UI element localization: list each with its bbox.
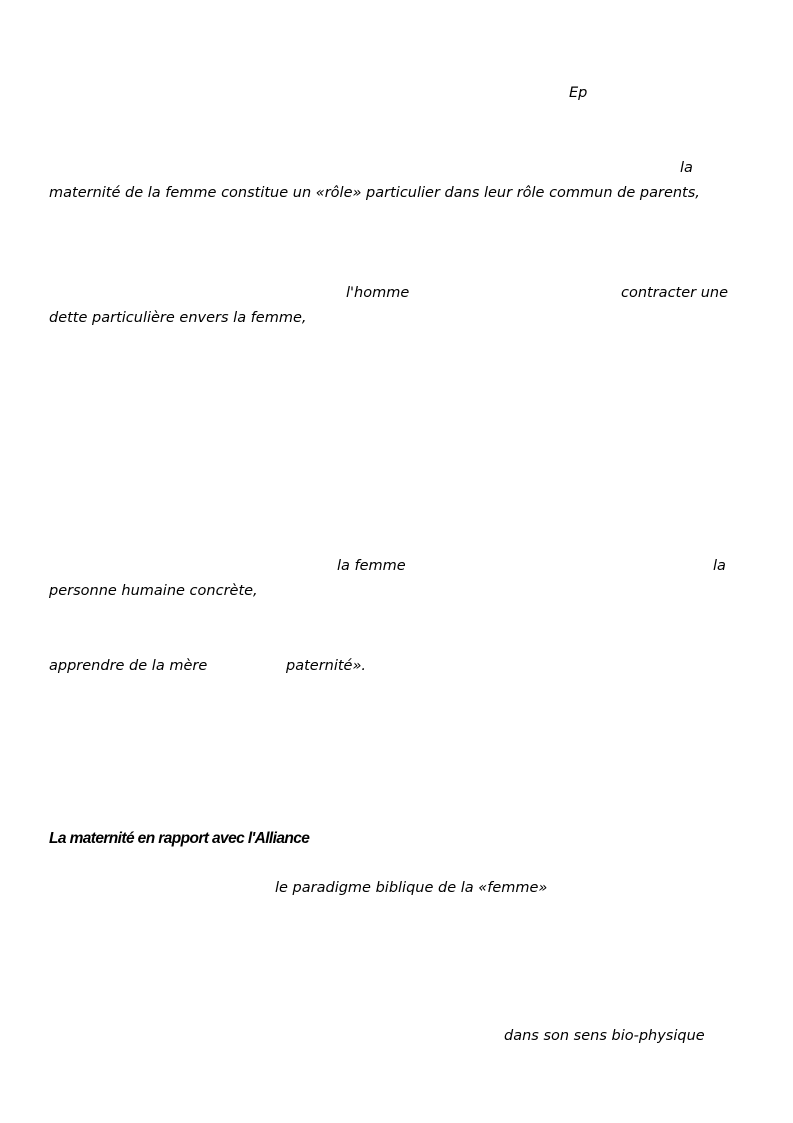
fragment-contracter-une: contracter une bbox=[621, 285, 729, 301]
fragment-la-1: la bbox=[680, 160, 693, 176]
fragment-l-homme: l'homme bbox=[346, 285, 410, 301]
fragment-ep: Ep bbox=[569, 85, 588, 101]
fragment-bio-physique: dans son sens bio-physique bbox=[504, 1028, 705, 1044]
fragment-paternite: paternité». bbox=[286, 658, 367, 674]
fragment-maternite-line: maternité de la femme constitue un «rôle» particulier dans leur rôle commun de parents, bbox=[49, 185, 700, 201]
fragment-personne-line: personne humaine concrète, bbox=[49, 583, 258, 599]
fragment-paradigme: le paradigme biblique de la «femme» bbox=[275, 880, 548, 896]
fragment-la-femme: la femme bbox=[337, 558, 406, 574]
fragment-la-2: la bbox=[713, 558, 726, 574]
fragment-dette-line: dette particulière envers la femme, bbox=[49, 310, 307, 326]
section-heading: La maternité en rapport avec l'Alliance bbox=[49, 830, 310, 847]
fragment-apprendre-line: apprendre de la mère bbox=[49, 658, 208, 674]
